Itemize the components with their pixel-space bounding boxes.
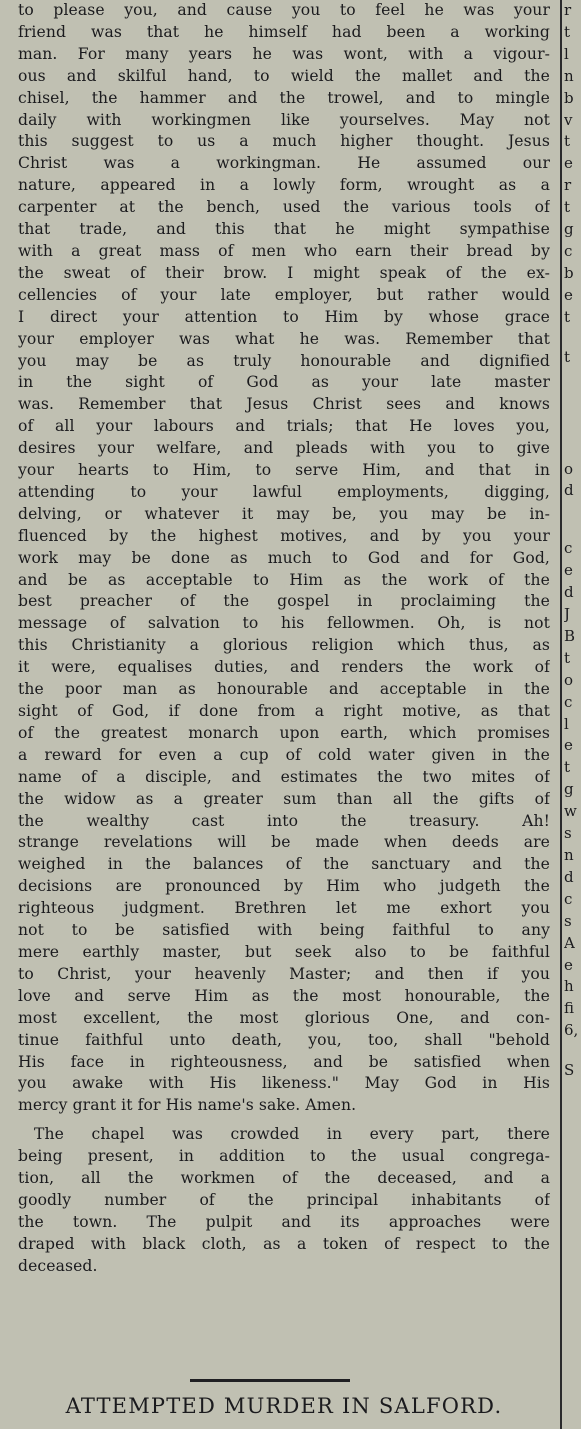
text-line: the sweat of their brow. I might speak of the ex- xyxy=(18,263,550,282)
text-line: tinue faithful unto death, you, too, shall "behold xyxy=(18,1030,550,1049)
fragment-line xyxy=(564,441,581,459)
text-line: it were, equalises duties, and renders the work of xyxy=(18,658,550,677)
text-line: to please you, and cause you to feel he was your xyxy=(18,1,550,19)
fragment-line xyxy=(564,387,581,405)
fragment-line: d xyxy=(564,583,574,602)
text-line: of the greatest monarch upon earth, which promises xyxy=(18,723,550,742)
text-line: delving, or whatever it may be, you may be in- xyxy=(18,504,550,523)
text-line: deceased. xyxy=(18,1256,98,1275)
fragment-line: c xyxy=(564,241,573,260)
fragment-line xyxy=(564,329,581,347)
fragment-line: o xyxy=(564,670,574,689)
fragment-line: b xyxy=(564,88,574,107)
fragment-line: t xyxy=(564,307,571,326)
text-line: not to be satisfied with being faithful to any xyxy=(18,921,550,940)
fragment-line xyxy=(564,1042,581,1060)
text-line: attending to your lawful employments, digging, xyxy=(18,482,550,501)
text-line: this Christianity a glorious religion which thus, as xyxy=(18,636,550,655)
fragment-line: l xyxy=(564,44,569,63)
sermon-paragraph xyxy=(18,0,550,1117)
fragment-line: e xyxy=(564,154,573,173)
text-line: Christ was a workingman. He assumed our xyxy=(18,154,550,173)
fragment-line: e xyxy=(564,736,573,755)
text-line: strange revelations will be made when deeds are xyxy=(18,833,550,852)
text-line: best preacher of the gospel in proclaiming the xyxy=(18,592,550,611)
text-line: The chapel was crowded in every part, there xyxy=(34,1125,550,1144)
fragment-line: t xyxy=(564,347,571,366)
text-line: daily with workingmen like yourselves. May not xyxy=(18,110,550,129)
fragment-line: d xyxy=(564,867,574,886)
fragment-line: g xyxy=(564,220,574,239)
text-line: desires your welfare, and pleads with you to give xyxy=(18,439,550,458)
text-line: chisel, the hammer and the trowel, and to mingle xyxy=(18,88,550,107)
text-line: work may be done as much to God and for God, xyxy=(18,548,550,567)
text-line: friend was that he himself had been a working xyxy=(18,22,550,41)
fragment-line: o xyxy=(564,459,574,478)
text-line: tion, all the workmen of the deceased, and a xyxy=(18,1169,550,1188)
text-line: draped with black cloth, as a token of respect to the xyxy=(18,1234,550,1253)
fragment-line: t xyxy=(564,22,571,41)
column-divider xyxy=(560,0,562,1429)
fragment-line: n xyxy=(564,846,574,864)
fragment-line: c xyxy=(564,692,573,711)
text-line: you awake with His likeness." May God in His xyxy=(18,1074,550,1093)
fragment-line: n xyxy=(564,66,574,85)
section-divider-rule xyxy=(190,1379,350,1382)
fragment-line: g xyxy=(564,780,574,799)
text-line: the widow as a greater sum than all the gifts of xyxy=(18,789,550,808)
fragment-line: c xyxy=(564,539,573,558)
text-line: sight of God, if done from a right motive, as that xyxy=(18,702,550,720)
text-line: with a great mass of men who earn their bread by xyxy=(18,241,550,260)
fragment-line: B xyxy=(564,626,576,645)
text-line: this suggest to us a much higher thought. Jesus xyxy=(18,132,550,151)
fragment-line: S xyxy=(564,1061,575,1080)
fragment-line: e xyxy=(564,561,573,580)
fragment-line: A xyxy=(564,933,575,952)
text-line: I direct your attention to Him by whose grace xyxy=(18,307,550,326)
text-line: the poor man as honourable and acceptable in the xyxy=(18,680,550,699)
text-line: a reward for even a cup of cold water given in the xyxy=(18,745,550,764)
fragment-line: t xyxy=(564,132,571,151)
fragment-line: fi xyxy=(564,999,575,1018)
fragment-line: h xyxy=(564,977,574,996)
fragment-line: t xyxy=(564,648,571,667)
text-line: being present, in addition to the usual congrega- xyxy=(18,1147,550,1166)
fragment-line xyxy=(564,405,581,423)
text-line: was. Remember that Jesus Christ sees and knows xyxy=(18,395,550,414)
text-line: you may be as truly honourable and dignified xyxy=(18,351,550,370)
text-line: your employer was what he was. Remember that xyxy=(18,329,550,348)
fragment-line: b xyxy=(564,263,574,282)
text-line: message of salvation to his fellowmen. Oh, is not xyxy=(18,614,550,633)
fragment-line xyxy=(564,369,581,387)
text-line: ous and skilful hand, to wield the mallet and the xyxy=(18,66,550,85)
text-line: that trade, and this that he might sympathise xyxy=(18,220,550,239)
text-line: your hearts to Him, to serve Him, and that in xyxy=(18,461,550,480)
fragment-line xyxy=(564,423,581,441)
text-line: most excellent, the most glorious One, and con- xyxy=(18,1008,550,1027)
text-line: in the sight of God as your late master xyxy=(18,373,550,392)
text-line: righteous judgment. Brethren let me exhort you xyxy=(18,899,550,918)
text-line: to Christ, your heavenly Master; and then if you xyxy=(18,964,550,983)
fragment-line: w xyxy=(564,802,577,821)
text-line: mere earthly master, but seek also to be faithful xyxy=(18,942,550,961)
fragment-line: s xyxy=(564,911,572,930)
fragment-line: e xyxy=(564,285,573,304)
fragment-line: d xyxy=(564,481,574,500)
fragment-line: t xyxy=(564,758,571,777)
fragment-line: J xyxy=(564,605,571,624)
fragment-line: r xyxy=(564,1,572,19)
text-line: nature, appeared in a lowly form, wrought as a xyxy=(18,176,550,195)
fragment-line: s xyxy=(564,824,572,843)
chapel-paragraph xyxy=(18,1124,550,1277)
fragment-line xyxy=(564,502,581,520)
text-line: of all your labours and trials; that He loves you, xyxy=(18,417,550,436)
article-column xyxy=(18,0,550,1278)
text-line: carpenter at the bench, used the various tools of xyxy=(18,198,550,217)
next-article-headline: ATTEMPTED MURDER IN SALFORD. xyxy=(65,1394,503,1418)
fragment-line: r xyxy=(564,176,572,195)
fragment-line xyxy=(564,520,581,538)
text-line: the wealthy cast into the treasury. Ah! xyxy=(18,811,550,830)
text-line: name of a disciple, and estimates the two mites of xyxy=(18,767,550,786)
fragment-line: c xyxy=(564,889,573,908)
fragment-line: t xyxy=(564,198,571,217)
text-line: weighed in the balances of the sanctuary and the xyxy=(18,855,550,874)
text-line: decisions are pronounced by Him who judgeth the xyxy=(18,877,550,896)
text-line: love and serve Him as the most honourable, the xyxy=(18,986,550,1005)
text-line: man. For many years he was wont, with a vigour- xyxy=(18,44,550,63)
text-line: mercy grant it for His name's sake. Amen. xyxy=(18,1096,357,1115)
fragment-line: l xyxy=(564,714,569,733)
fragment-line: v xyxy=(564,110,573,129)
text-line: His face in righteousness, and be satisfied when xyxy=(18,1052,550,1071)
text-line: cellencies of your late employer, but rather would xyxy=(18,285,550,304)
adjacent-column-fragment xyxy=(564,0,581,1429)
fragment-line: 6, xyxy=(564,1021,579,1040)
text-line: goodly number of the principal inhabitants of xyxy=(18,1190,550,1209)
text-line: the town. The pulpit and its approaches were xyxy=(18,1212,550,1231)
text-line: fluenced by the highest motives, and by you your xyxy=(18,526,550,545)
text-line: and be as acceptable to Him as the work of the xyxy=(18,570,550,589)
fragment-line: e xyxy=(564,955,573,974)
